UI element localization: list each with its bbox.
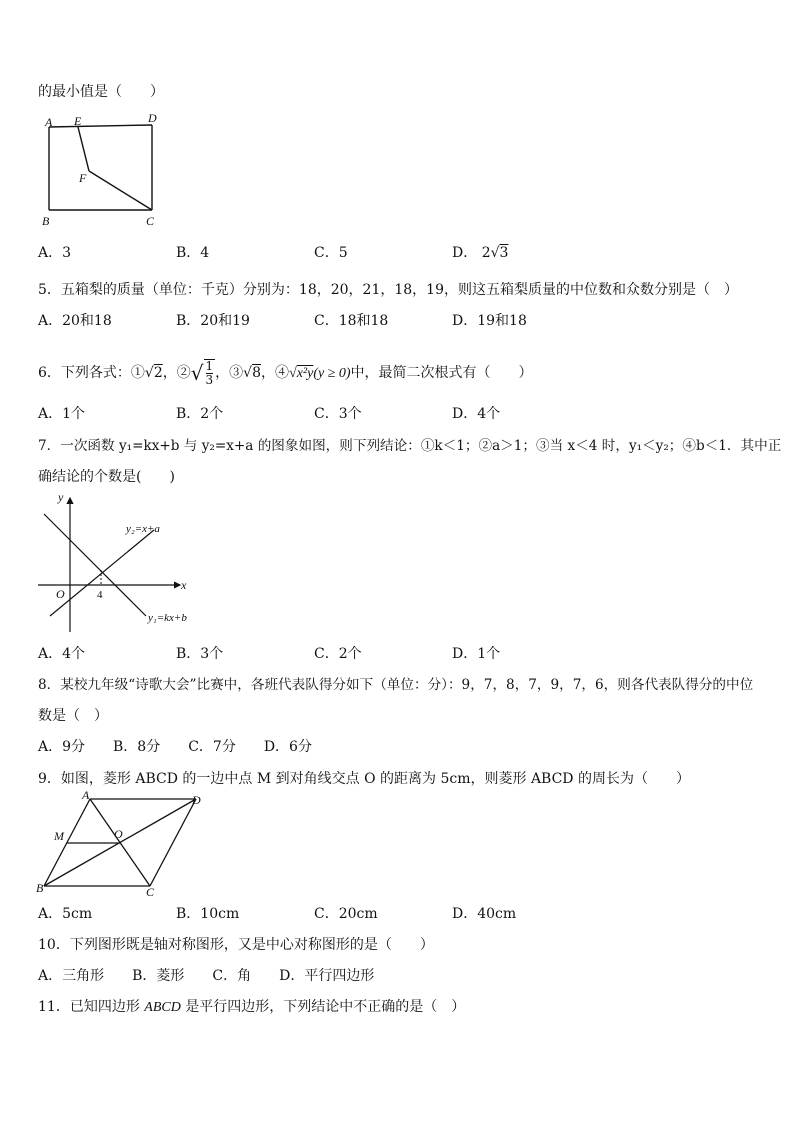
q4-option-b[interactable]: B．4 xyxy=(176,245,210,261)
q7-axis-y-label: y xyxy=(58,490,64,504)
q6-option-d[interactable]: D．4个 xyxy=(452,406,501,422)
q11-stem-suffix: 是平行四边形，下列结论中不正确的是（ ） xyxy=(180,999,466,1015)
q4-option-d[interactable] xyxy=(452,244,508,262)
q9-option-b[interactable]: B．10cm xyxy=(176,906,240,922)
q6-stem-suffix: 中，最简二次根式有（ ） xyxy=(350,365,533,381)
q9-rhombus-figure xyxy=(34,790,214,900)
q4-option-d-label: D． xyxy=(452,245,478,261)
q6-radical-2: √ xyxy=(190,361,204,385)
q11-quadrilateral-name: ABCD xyxy=(144,1000,181,1015)
q5-stem: 5．五箱梨的质量（单位：千克）分别为：18，20，21，18，19，则这五箱梨质量的中位数和众数分别是（ ） xyxy=(38,282,738,298)
q7-option-c[interactable]: C．2个 xyxy=(314,646,362,662)
q11-stem xyxy=(38,998,465,1017)
q6-sep-4: ，④ xyxy=(261,365,289,381)
q7-stem-line2: 确结论的个数是( ) xyxy=(38,469,175,485)
q11-stem-prefix: 11．已知四边形 xyxy=(38,999,145,1015)
q6-condition: (y ≥ 0) xyxy=(313,366,351,381)
q6-option-c[interactable]: C．3个 xyxy=(314,406,362,422)
q6-option-a[interactable]: A．1个 xyxy=(38,406,86,422)
q5-option-a[interactable]: A．20和18 xyxy=(38,313,112,329)
q9-option-d[interactable]: D．40cm xyxy=(452,906,517,922)
q5-option-c[interactable]: C．18和18 xyxy=(314,313,389,329)
q7-option-a[interactable]: A．4个 xyxy=(38,646,86,662)
q6-radical-3: √8 xyxy=(243,365,261,381)
q4-option-d-value: 2√3 xyxy=(481,245,509,261)
q6-radical-4: √x²y xyxy=(289,366,314,381)
q4-rectangle-figure xyxy=(38,108,168,230)
q4-option-a[interactable]: A．3 xyxy=(38,245,72,261)
q4-label-b: B xyxy=(42,214,50,228)
q7-option-b[interactable]: B．3个 xyxy=(176,646,224,662)
q9-label-a: A xyxy=(82,790,90,802)
q10-options[interactable]: A．三角形 B．菱形 C．角 D．平行四边形 xyxy=(38,968,375,984)
q9-label-o: O xyxy=(114,827,123,841)
q4-label-a: A xyxy=(45,115,53,129)
q10-stem: 10．下列图形既是轴对称图形，又是中心对称图形的是（ ） xyxy=(38,937,434,953)
q5-option-b[interactable]: B．20和19 xyxy=(176,313,250,329)
q9-label-d: D xyxy=(192,793,201,807)
q9-label-c: C xyxy=(146,885,155,899)
q5-option-d[interactable]: D．19和18 xyxy=(452,313,527,329)
q7-line2-label: y₂=x+a xyxy=(126,523,160,535)
q7-origin-label: O xyxy=(56,587,65,601)
q7-graph-figure xyxy=(34,490,224,638)
q7-tick-4: 4 xyxy=(97,589,103,601)
q6-stem xyxy=(38,359,533,387)
q9-stem: 9．如图，菱形 ABCD 的一边中点 M 到对角线交点 O 的距离为 5cm，则菱形 ABCD 的周长为（ ） xyxy=(38,771,690,787)
q6-sep-2: ，② xyxy=(162,365,191,381)
q9-option-c[interactable]: C．20cm xyxy=(314,906,378,922)
q4-label-e: E xyxy=(74,114,82,128)
q4-stem-tail: 的最小值是（ ） xyxy=(38,84,164,100)
q6-sep-3: ，③ xyxy=(215,365,244,381)
q8-stem-line1: 8．某校九年级“诗歌大会”比赛中，各班代表队得分如下（单位：分）：9，7，8，7，9，7，6，则各代表队得分的中位 xyxy=(38,677,754,693)
q4-label-f: F xyxy=(79,171,87,185)
q6-fraction: $\frac{1}{3}$ xyxy=(205,359,214,387)
q6-option-b[interactable]: B．2个 xyxy=(176,406,224,422)
q7-option-d[interactable]: D．1个 xyxy=(452,646,501,662)
q8-options[interactable]: A．9分 B．8分 C．7分 D．6分 xyxy=(38,739,312,755)
q7-line1-label: y₁=kx+b xyxy=(148,612,187,624)
q8-stem-line2: 数是（ ） xyxy=(38,708,108,724)
q4-label-c: C xyxy=(146,214,155,228)
q7-stem-line1: 7．一次函数 y₁=kx+b 与 y₂=x+a 的图象如图，则下列结论：①k＜1；②a＞1；③当 x＜4 时，y₁＜y₂；④b＜1．其中正 xyxy=(38,438,782,454)
q7-axis-x-label: x xyxy=(181,578,187,592)
q9-label-b: B xyxy=(36,881,44,895)
q9-label-m: M xyxy=(54,829,64,843)
q9-option-a[interactable]: A．5cm xyxy=(38,906,93,922)
q6-stem-prefix: 6．下列各式：① xyxy=(38,365,145,381)
q4-option-c[interactable]: C．5 xyxy=(314,245,348,261)
q6-radical-1: √2 xyxy=(144,365,163,381)
q4-label-d: D xyxy=(148,111,157,125)
